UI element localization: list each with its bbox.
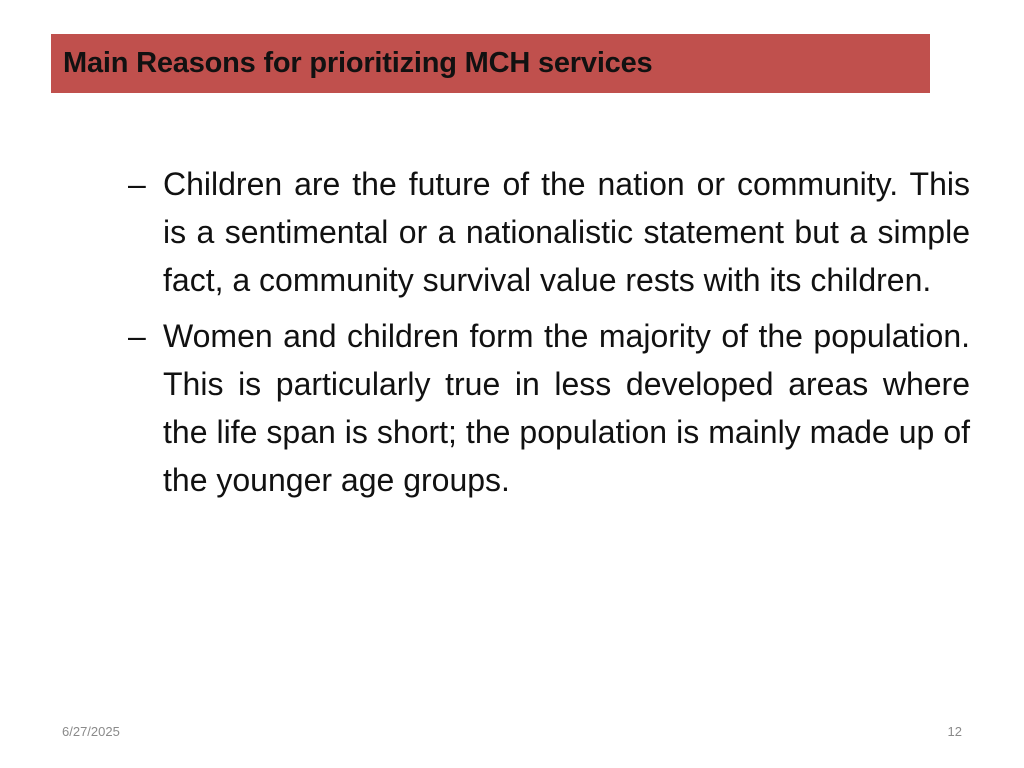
footer-date: 6/27/2025 (62, 724, 120, 739)
bullet-item (128, 160, 970, 304)
page-number: 12 (947, 724, 962, 739)
bullet-dash: – (128, 166, 146, 202)
bullet-text: Women and children form the majority of the population. This is particularly true in less developed areas where the life span is short; the population is mainly made up of the younger age groups. (163, 318, 970, 498)
bullet-dash: – (128, 318, 146, 354)
bullet-list (128, 160, 970, 512)
slide-title-bar (51, 34, 930, 93)
bullet-item (128, 312, 970, 504)
bullet-text: Children are the future of the nation or community. This is a sentimental or a nationalistic statement but a simple fact, a community survival value rests with its children. (163, 166, 970, 298)
slide-title: Main Reasons for prioritizing MCH services (63, 47, 653, 79)
